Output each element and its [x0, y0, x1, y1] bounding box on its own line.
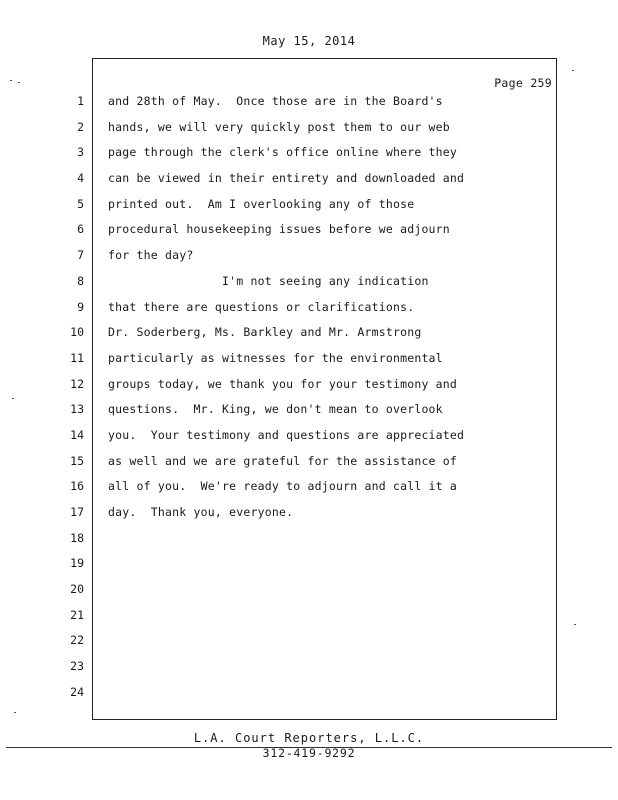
- transcript-line: [108, 658, 548, 684]
- transcript-line: [108, 632, 548, 658]
- transcript-line: and 28th of May. Once those are in the Board's: [108, 94, 443, 108]
- line-number: 23: [70, 659, 84, 674]
- line-number: 14: [70, 427, 84, 442]
- line-number: 7: [77, 248, 84, 263]
- transcript-line: as well and we are grateful for the assistance of: [108, 453, 458, 468]
- transcript-line: all of you. We're ready to adjourn and call it a: [108, 479, 458, 494]
- footer-firm: L.A. Court Reporters, L.L.C.: [193, 731, 425, 745]
- transcript-line: [108, 607, 548, 633]
- transcript-line: groups today, we thank you for your testimony and: [108, 376, 458, 391]
- line-numbers: [60, 93, 84, 710]
- line-number: 6: [77, 222, 84, 237]
- line-number: 2: [77, 119, 84, 134]
- scan-speck: [18, 82, 20, 83]
- transcript-line: day. Thank you, everyone.: [108, 505, 294, 519]
- line-number: 21: [70, 607, 84, 622]
- transcript-line: questions. Mr. King, we don't mean to overlook: [108, 402, 443, 417]
- line-number: 4: [77, 171, 84, 186]
- footer-phone: 312-419-9292: [262, 746, 356, 760]
- transcript-line: particularly as witnesses for the environmental: [108, 350, 443, 365]
- transcript-body: [108, 93, 548, 710]
- line-number: 3: [77, 145, 84, 160]
- transcript-line: [108, 555, 548, 581]
- transcript-line: hands, we will very quickly post them to our web: [108, 119, 450, 134]
- line-number: 13: [70, 402, 84, 417]
- line-number: 22: [70, 633, 84, 648]
- page-number: Page 259: [494, 76, 552, 90]
- line-number: 10: [70, 325, 84, 340]
- transcript-line: Dr. Soderberg, Ms. Barkley and Mr. Armstrong: [108, 325, 422, 340]
- line-number: 18: [70, 530, 84, 545]
- transcript-line: can be viewed in their entirety and downloaded and: [108, 171, 465, 186]
- line-number: 8: [77, 273, 84, 288]
- scan-speck: [14, 712, 16, 713]
- transcript-line: [108, 684, 548, 710]
- line-number: 15: [70, 453, 84, 468]
- header-date: May 15, 2014: [262, 34, 356, 48]
- transcript-line: printed out. Am I overlooking any of those: [108, 196, 415, 211]
- line-number: 17: [70, 505, 84, 519]
- scan-speck: [572, 70, 574, 71]
- scan-speck: [574, 624, 576, 625]
- transcript-line: page through the clerk's office online where they: [108, 145, 458, 160]
- line-number: 9: [77, 299, 84, 314]
- transcript-line: that there are questions or clarifications.: [108, 299, 415, 314]
- line-number: 1: [77, 94, 84, 108]
- transcript-line: [108, 530, 548, 556]
- transcript-line: [108, 581, 548, 607]
- line-number: 20: [70, 582, 84, 597]
- line-number: 11: [70, 350, 84, 365]
- transcript-line: for the day?: [108, 248, 194, 263]
- transcript-line: you. Your testimony and questions are appreciated: [108, 427, 465, 442]
- scan-speck: [10, 80, 12, 81]
- line-number: 16: [70, 479, 84, 494]
- scan-speck: [12, 398, 14, 399]
- transcript-line: I'm not seeing any indication: [108, 273, 429, 288]
- line-number: 24: [70, 684, 84, 699]
- transcript-line: procedural housekeeping issues before we adjourn: [108, 222, 450, 237]
- line-number: 12: [70, 376, 84, 391]
- line-number: 19: [70, 556, 84, 571]
- line-number: 5: [77, 196, 84, 211]
